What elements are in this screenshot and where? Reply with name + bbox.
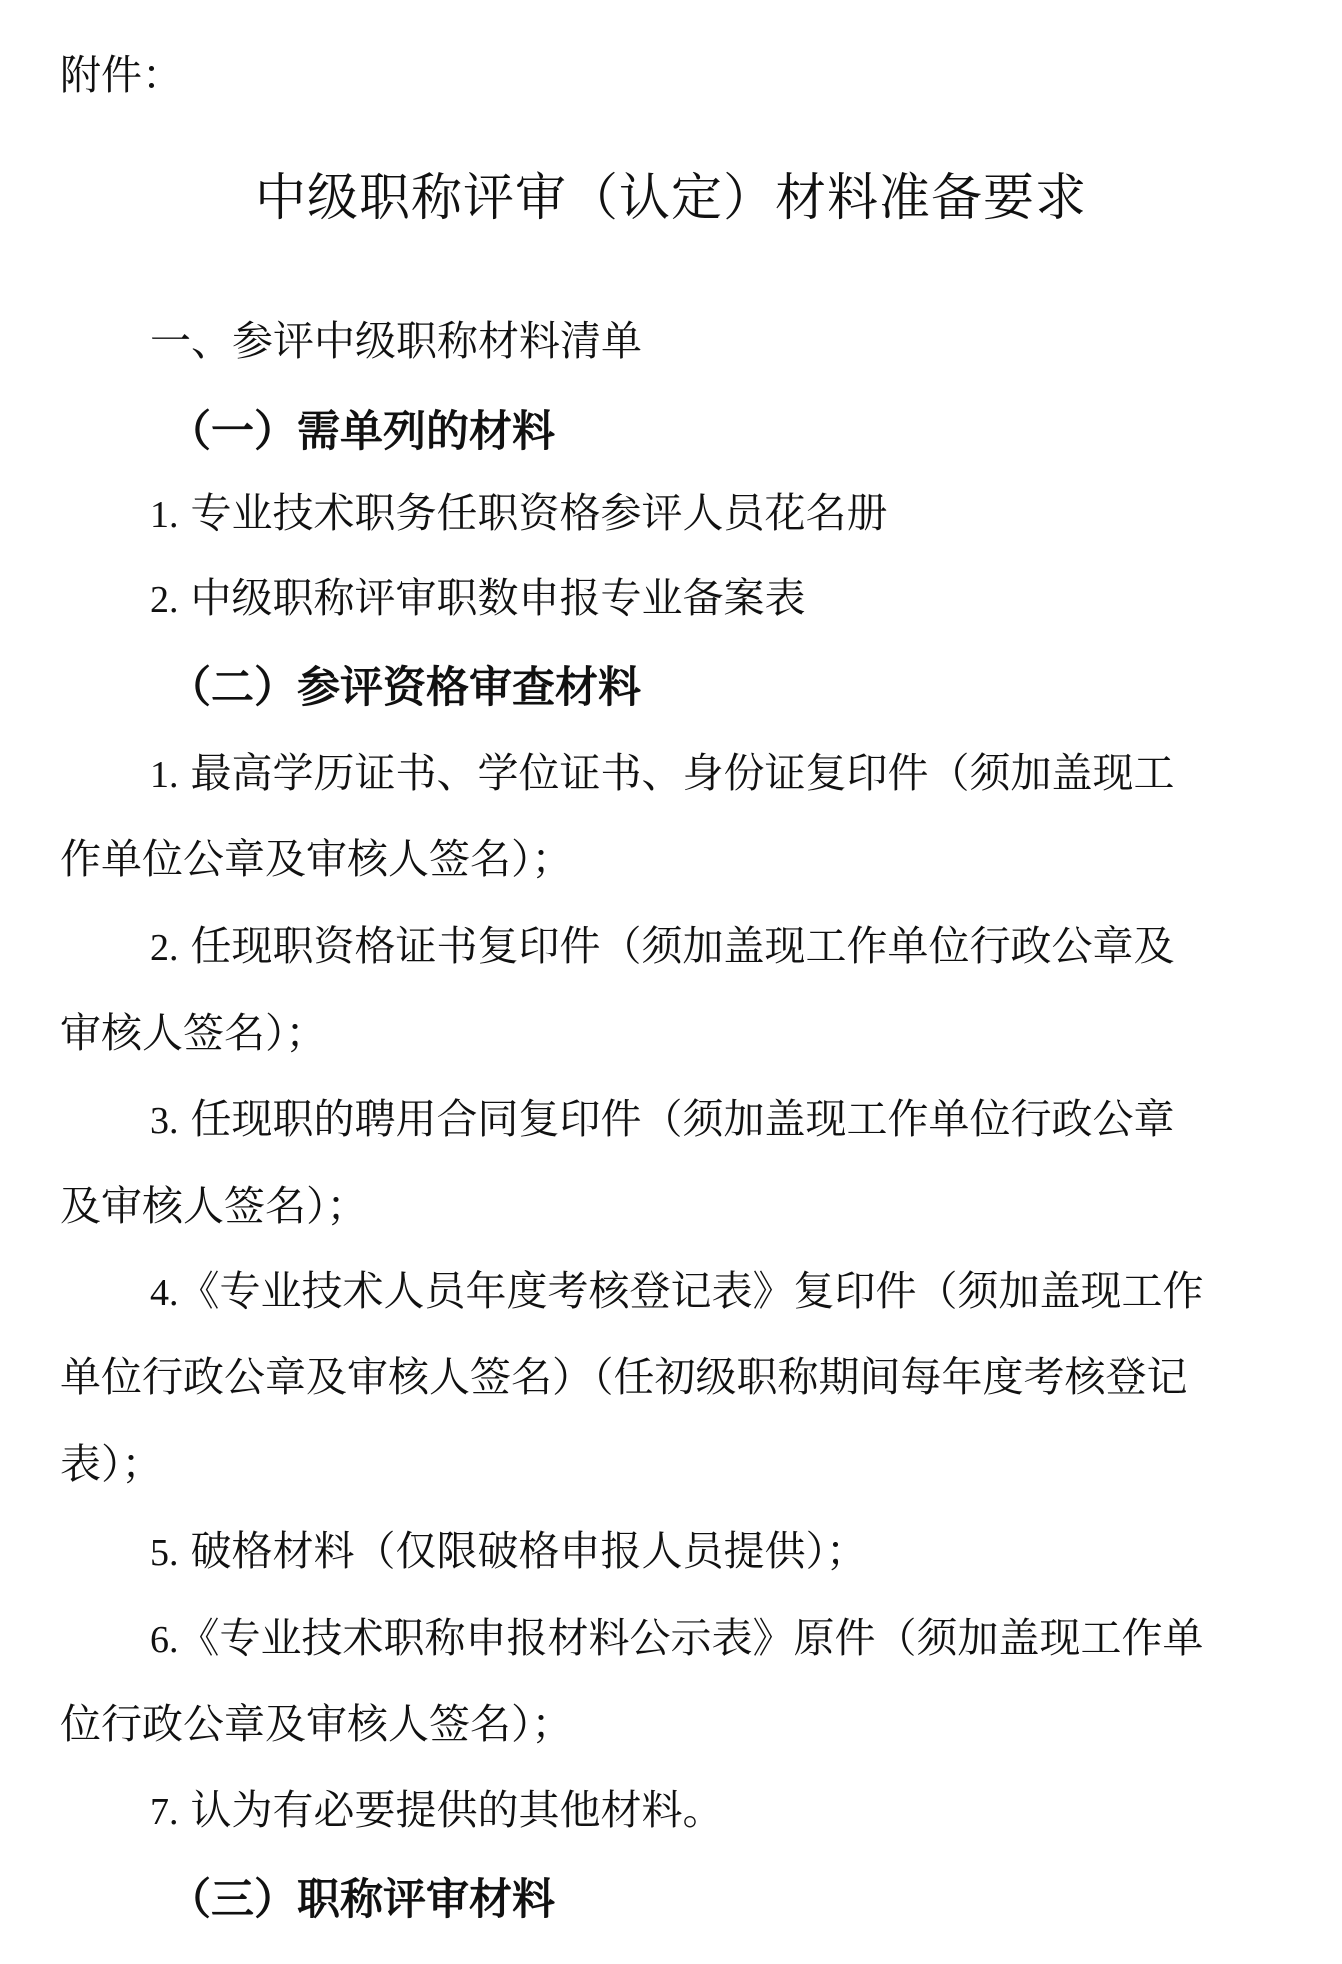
list-item (150, 490, 1282, 538)
list-item-number: 5. (150, 1532, 179, 1574)
list-item (150, 575, 1282, 623)
list-item-text: 破格材料（仅限破格申报人员提供）； (190, 1527, 867, 1575)
attachment-label: 附件： (60, 51, 183, 99)
list-item-number: 6. (150, 1619, 179, 1661)
subsection-heading-2: （二）参评资格审查材料 (168, 663, 641, 713)
list-item-continuation: 作单位公章及审核人签名）； (60, 835, 573, 883)
subsection-heading-3: （三）职称评审材料 (168, 1875, 555, 1925)
list-item-number: 1. (150, 754, 179, 796)
list-item-number: 3. (150, 1100, 179, 1142)
list-item (150, 1528, 1282, 1576)
list-item-continuation: 单位行政公章及审核人签名）（任初级职称期间每年度考核登记 (60, 1353, 1188, 1401)
list-item-text: 《专业技术职称申报材料公示表》原件（须加盖现工作单 (178, 1614, 1204, 1662)
list-item (150, 1615, 1282, 1663)
list-item (150, 1787, 1282, 1835)
list-item (150, 1096, 1282, 1144)
list-item-number: 4. (150, 1272, 179, 1314)
list-item-number: 7. (150, 1791, 179, 1833)
list-item-continuation: 位行政公章及审核人签名）； (60, 1700, 573, 1748)
list-item-text: 最高学历证书、学位证书、身份证复印件（须加盖现工 (190, 749, 1175, 797)
section-heading-1: 一、参评中级职称材料清单 (150, 317, 642, 365)
list-item-continuation: 及审核人签名）； (60, 1182, 368, 1230)
list-item (150, 1268, 1282, 1316)
list-item-text: 《专业技术人员年度考核登记表》复印件（须加盖现工作 (178, 1267, 1204, 1315)
list-item-text: 中级职称评审职数申报专业备案表 (190, 574, 806, 622)
list-item-continuation: 表）； (60, 1440, 163, 1488)
list-item-number: 1. (150, 494, 179, 536)
list-item-text: 专业技术职务任职资格参评人员花名册 (190, 489, 888, 537)
list-item-continuation: 审核人签名）； (60, 1009, 327, 1057)
subsection-heading-1: （一）需单列的材料 (168, 407, 555, 457)
list-item (150, 750, 1282, 798)
list-item-text: 任现职资格证书复印件（须加盖现工作单位行政公章及 (190, 922, 1175, 970)
list-item-text: 任现职的聘用合同复印件（须加盖现工作单位行政公章 (190, 1095, 1175, 1143)
list-item-number: 2. (150, 579, 179, 621)
list-item (150, 923, 1282, 971)
list-item-number: 2. (150, 927, 179, 969)
list-item-text: 认为有必要提供的其他材料。 (190, 1786, 724, 1834)
document-title: 中级职称评审（认定）材料准备要求 (254, 169, 1087, 228)
